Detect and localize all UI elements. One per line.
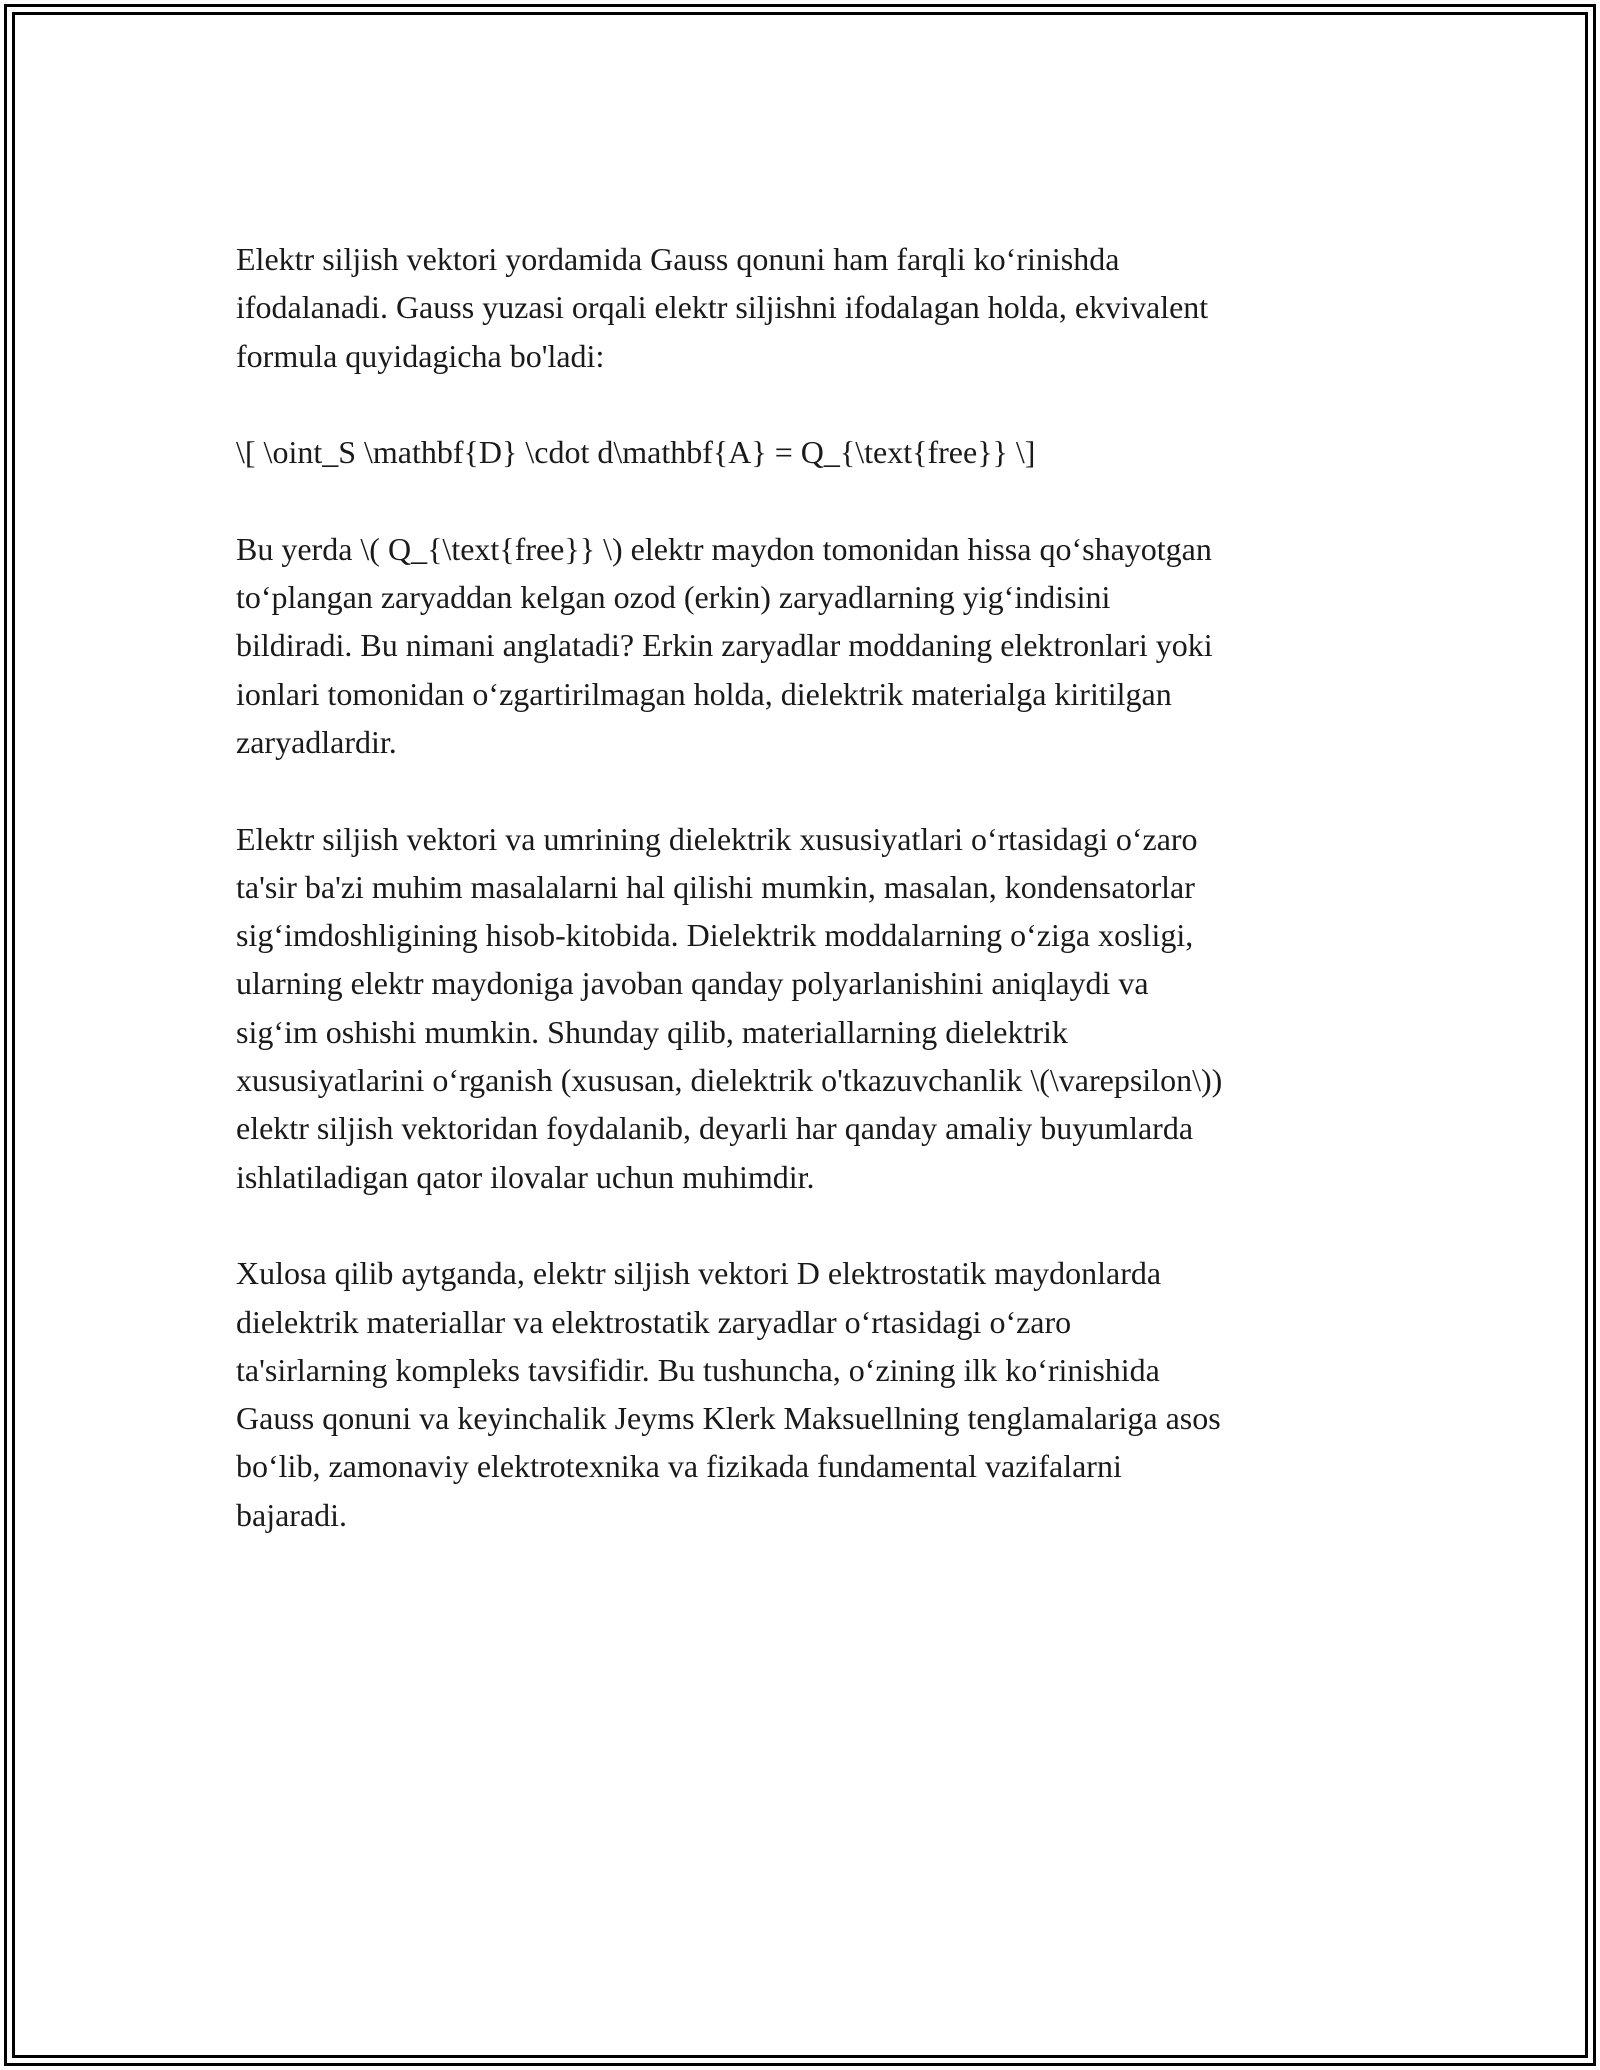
paragraph-gauss-intro: Elektr siljish vektori yordamida Gauss qonuni ham farqli koʻrinishda ifodalanadi. Gauss yuzasi orqali elektr siljishni ifodalagan holda, ekvivalent formula quyidagicha bo'ladi: xyxy=(236,241,1209,374)
document-body xyxy=(236,235,1376,1587)
paragraph-conclusion: Xulosa qilib aytganda, elektr siljish vektori D elektrostatik maydonlarda dielektrik materiallar va elektrostatik zaryadlar oʻrtasidagi oʻzaro ta'sirlarning kompleks tavsifidir. Bu tushuncha, oʻzining ilk koʻrinishida Gauss qonuni va keyinchalik Jeyms Klerk Maksuellning tenglamalariga asos boʻlib, zamonaviy elektrotexnika va fizikada fundamental vazifalarni bajaradi. xyxy=(236,1255,1221,1533)
paragraph-dielectric-properties: Elektr siljish vektori va umrining dielektrik xususiyatlari oʻrtasidagi oʻzaro ta'sir ba'zi muhim masalalarni hal qilishi mumkin, masalan, kondensatorlar sigʻimdoshligining hisob-kitobida. Dielektrik moddalarning oʻziga xosligi, ularning elektr maydoniga javoban qanday polyarlanishini aniqlaydi va sigʻim oshishi mumkin. Shunday qilib, materiallarning dielektrik xususiyatlarini oʻrganish (xususan, dielektrik o'tkazuvchanlik \(\varepsilon\)) elektr siljish vektoridan foydalanib, deyarli har qanday amaliy buyumlarda ishlatiladigan qator ilovalar uchun muhimdir. xyxy=(236,820,1223,1195)
formula-gauss-law: \[ \oint_S \mathbf{D} \cdot d\mathbf{A} = Q_{\text{free}} \] xyxy=(236,434,1036,471)
paragraph-free-charge: Bu yerda \( Q_{\text{free}} \) elektr maydon tomonidan hissa qoʻshayotgan toʻplangan zaryaddan kelgan ozod (erkin) zaryadlarning yigʻindisini bildiradi. Bu nimani anglatadi? Erkin zaryadlar moddaning elektronlari yoki ionlari tomonidan oʻzgartirilmagan holda, dielektrik materialga kiritilgan zaryadlardir. xyxy=(236,530,1213,760)
